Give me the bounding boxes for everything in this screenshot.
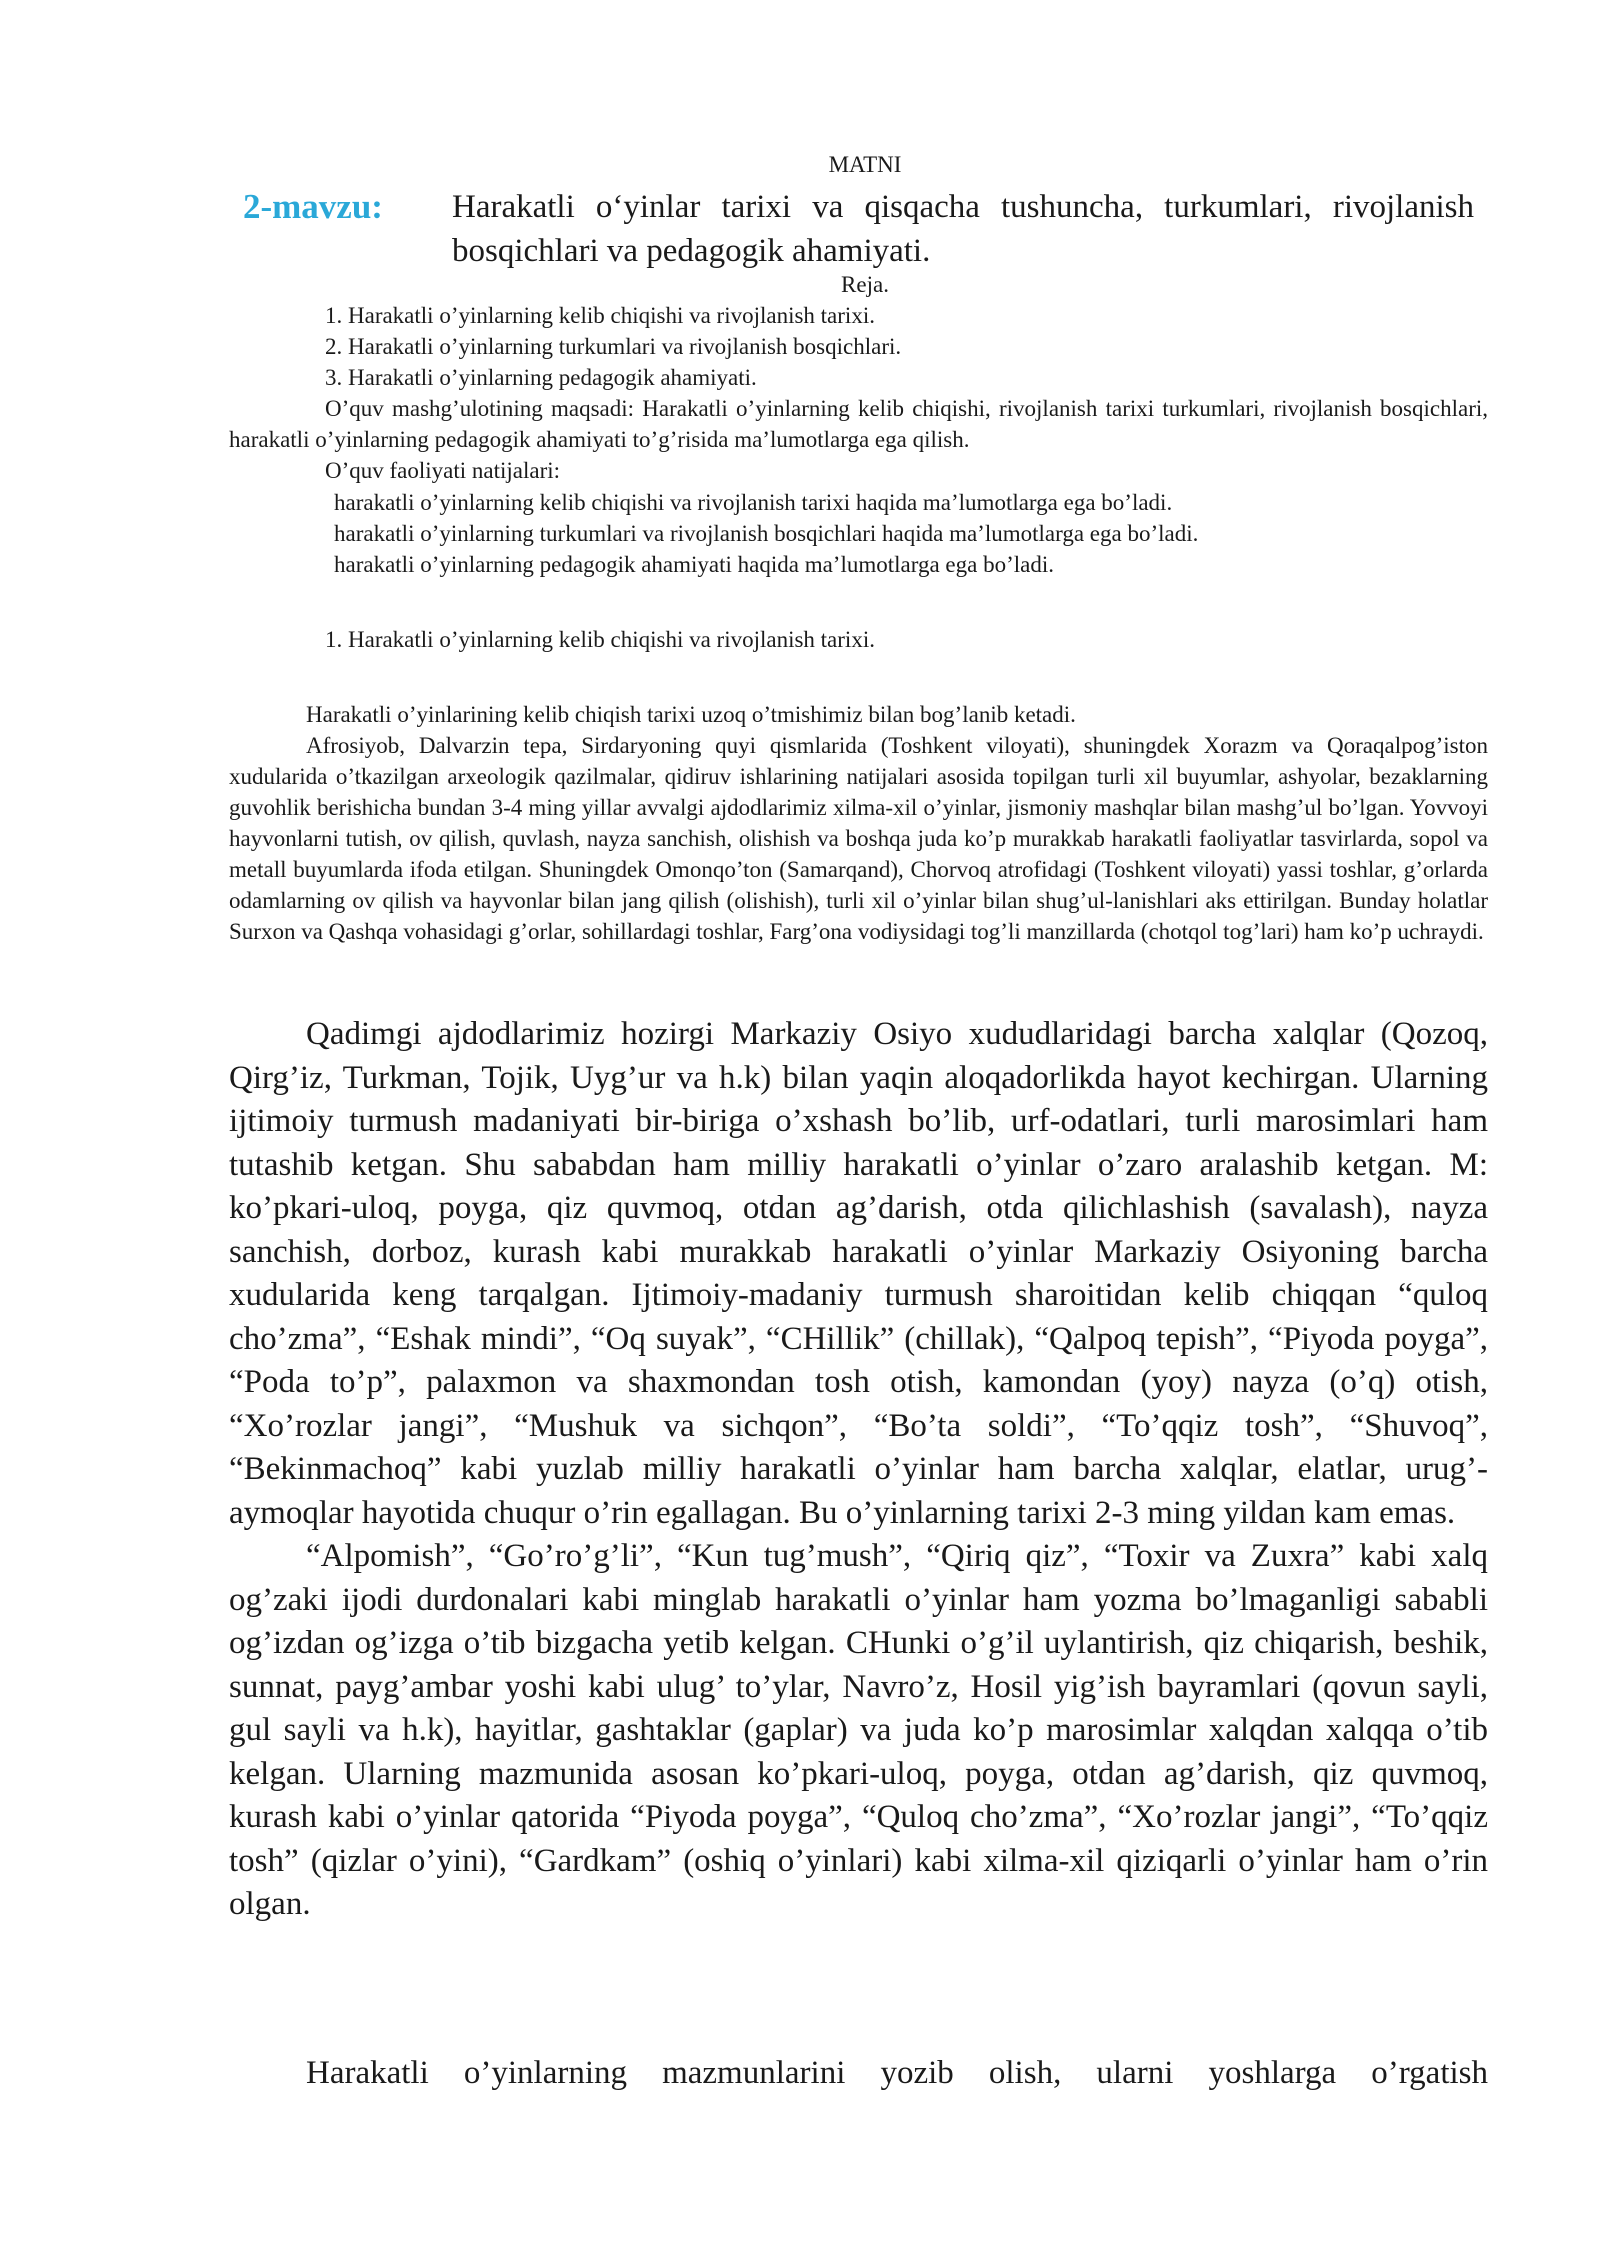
paragraph: “Alpomish”, “Go’ro’g’li”, “Kun tug’mush”, “Qiriq qiz”, “Toxir va Zuxra” kabi xalq og’zaki ijodi durdonalari kabi minglab harakatli o’yinlar ham yozma bo’lmaganligi sababli og’izdan og’izga o’tib bizgacha yetib kelgan. CHunki o’g’il uylantirish, qiz chiqarish, beshik, sunnat, payg’ambar yoshi kabi ulug’ to’ylar, Navro’z, Hosil yig’ish bayramlari (qovun sayli, gul sayli va h.k), hayitlar, gashtaklar (gaplar) va juda ko’p marosimlar xalqdan xalqqa o’tib kelgan. Ularning mazmunida asosan ko’pkari-uloq, poyga, otdan ag’darish, qiz quvmoq, kurash kabi o’yinlar qatorida “Piyoda poyga”, “Quloq cho’zma”, “Xo’rozlar jangi”, “To’qqiz tosh” (qizlar o’yini), “Gardkam” (oshiq o’yinlari) kabi xilma-xil qiziqarli o’yinlar ham o’rin olgan. <box>229 1538 1488 1922</box>
plan-item: 1. Harakatli o’yinlarning kelib chiqishi va rivojlanish tarixi. <box>325 303 875 328</box>
topic-label: 2-mavzu: <box>243 187 383 226</box>
lesson-goal: O’quv mashg’ulotining maqsadi: Harakatli o’yinlarning kelib chiqishi, rivojlanish tarixi turkumlari, rivojlanish bosqichlari, harakatli o’yinlarning pedagogik ahamiyati to’g’risida ma’lumotlarga ega qilish. <box>229 396 1488 452</box>
outcomes-heading: O’quv faoliyati natijalari: <box>325 458 561 483</box>
section-heading: 1. Harakatli o’yinlarning kelib chiqishi va rivojlanish tarixi. <box>325 627 875 652</box>
intro-paragraphs <box>229 699 1488 947</box>
topic-title: Harakatli o‘yinlar tarixi va qisqacha tushuncha, turkumlari, rivojlanish bosqichlari va pedagogik ahamiyati. <box>452 189 1474 269</box>
body-paragraphs <box>229 1013 1488 1927</box>
outcome-item: harakatli o’yinlarning turkumlari va rivojlanish bosqichlari haqida ma’lumotlarga ega bo’ladi. <box>334 521 1199 546</box>
matni-heading: MATNI <box>828 152 902 177</box>
plan-item: 2. Harakatli o’yinlarning turkumlari va rivojlanish bosqichlari. <box>325 334 902 359</box>
paragraph: Harakatli o’yinlarining kelib chiqish tarixi uzoq o’tmishimiz bilan bog’lanib ketadi. <box>306 702 1076 727</box>
outcome-item: harakatli o’yinlarning pedagogik ahamiyati haqida ma’lumotlarga ega bo’ladi. <box>334 552 1054 577</box>
plan-item: 3. Harakatli o’yinlarning pedagogik ahamiyati. <box>325 365 757 390</box>
plan-list <box>325 300 901 393</box>
outcomes-list <box>334 487 1198 580</box>
paragraph-continuation: Harakatli o’yinlarning mazmunlarini yozib olish, ularni yoshlarga o’rgatish <box>306 2055 1488 2091</box>
outcome-item: harakatli o’yinlarning kelib chiqishi va rivojlanish tarixi haqida ma’lumotlarga ega bo’ladi. <box>334 490 1173 515</box>
paragraph: Qadimgi ajdodlarimiz hozirgi Markaziy Osiyo xududlaridagi barcha xalqlar (Qozoq, Qirg’iz, Turkman, Tojik, Uyg’ur va h.k) bilan yaqin aloqadorlikda hayot kechirgan. Ularning ijtimoiy turmush madaniyati bir-biriga o’xshash bo’lib, urf-odatlari, turli marosimlari ham tutashib ketgan. Shu sababdan ham milliy harakatli o’yinlar o’zaro aralashib ketgan. M: ko’pkari-uloq, poyga, qiz quvmoq, otdan ag’darish, otda qilichlashish (savalash), nayza sanchish, dorboz, kurash kabi murakkab harakatli o’yinlar Markaziy Osiyoning barcha xudularida keng tarqalgan. Ijtimoiy-madaniy turmush sharoitidan kelib chiqqan “quloq cho’zma”, “Eshak mindi”, “Oq suyak”, “CHillik” (chillak), “Qalpoq tepish”, “Piyoda poyga”, “Poda to’p”, palaxmon va shaxmondan tosh otish, kamondan (yoy) nayza (o’q) otish, “Xo’rozlar jangi”, “Mushuk va sichqon”, “Bo’ta soldi”, “To’qqiz tosh”, “Shuvoq”, “Bekinmachoq” kabi yuzlab milliy harakatli o’yinlar ham barcha xalqlar, elatlar, urug’-aymoqlar hayotida chuqur o’rin egallagan. Bu o’yinlarning tarixi 2-3 ming yildan kam emas. <box>229 1016 1488 1531</box>
reja-heading: Reja. <box>841 272 889 297</box>
paragraph: Afrosiyob, Dalvarzin tepa, Sirdaryoning quyi qismlarida (Toshkent viloyati), shuningdek Xorazm va Qoraqalpog’iston xudularida o’tkazilgan arxeologik qazilmalar, qidiruv ishlarining natijalari asosida topilgan turli xil buyumlar, ashyolar, bezaklarning guvohlik berishicha bundan 3-4 ming yillar avvalgi ajdodlarimiz xilma-xil o’yinlar, jismoniy mashqlar bilan mashg’ul bo’lgan. Yovvoyi hayvonlarni tutish, ov qilish, quvlash, nayza sanchish, olishish va boshqa juda ko’p murakkab harakatli faoliyatlar tasvirlarda, sopol va metall buyumlarda ifoda etilgan. Shuningdek Omonqo’ton (Samarqand), Chorvoq atrofidagi (Toshkent viloyati) yassi toshlar, g’orlarda odamlarning ov qilish va hayvonlar bilan jang qilish (olishish), turli xil o’yinlar bilan shug’ul-lanishlari aks ettirilgan. Bunday holatlar Surxon va Qashqa vohasidagi g’orlar, sohillardagi toshlar, Farg’ona vodiysidagi tog’li manzillarda (chotqol tog’lari) ham ko’p uchraydi. <box>229 733 1488 944</box>
